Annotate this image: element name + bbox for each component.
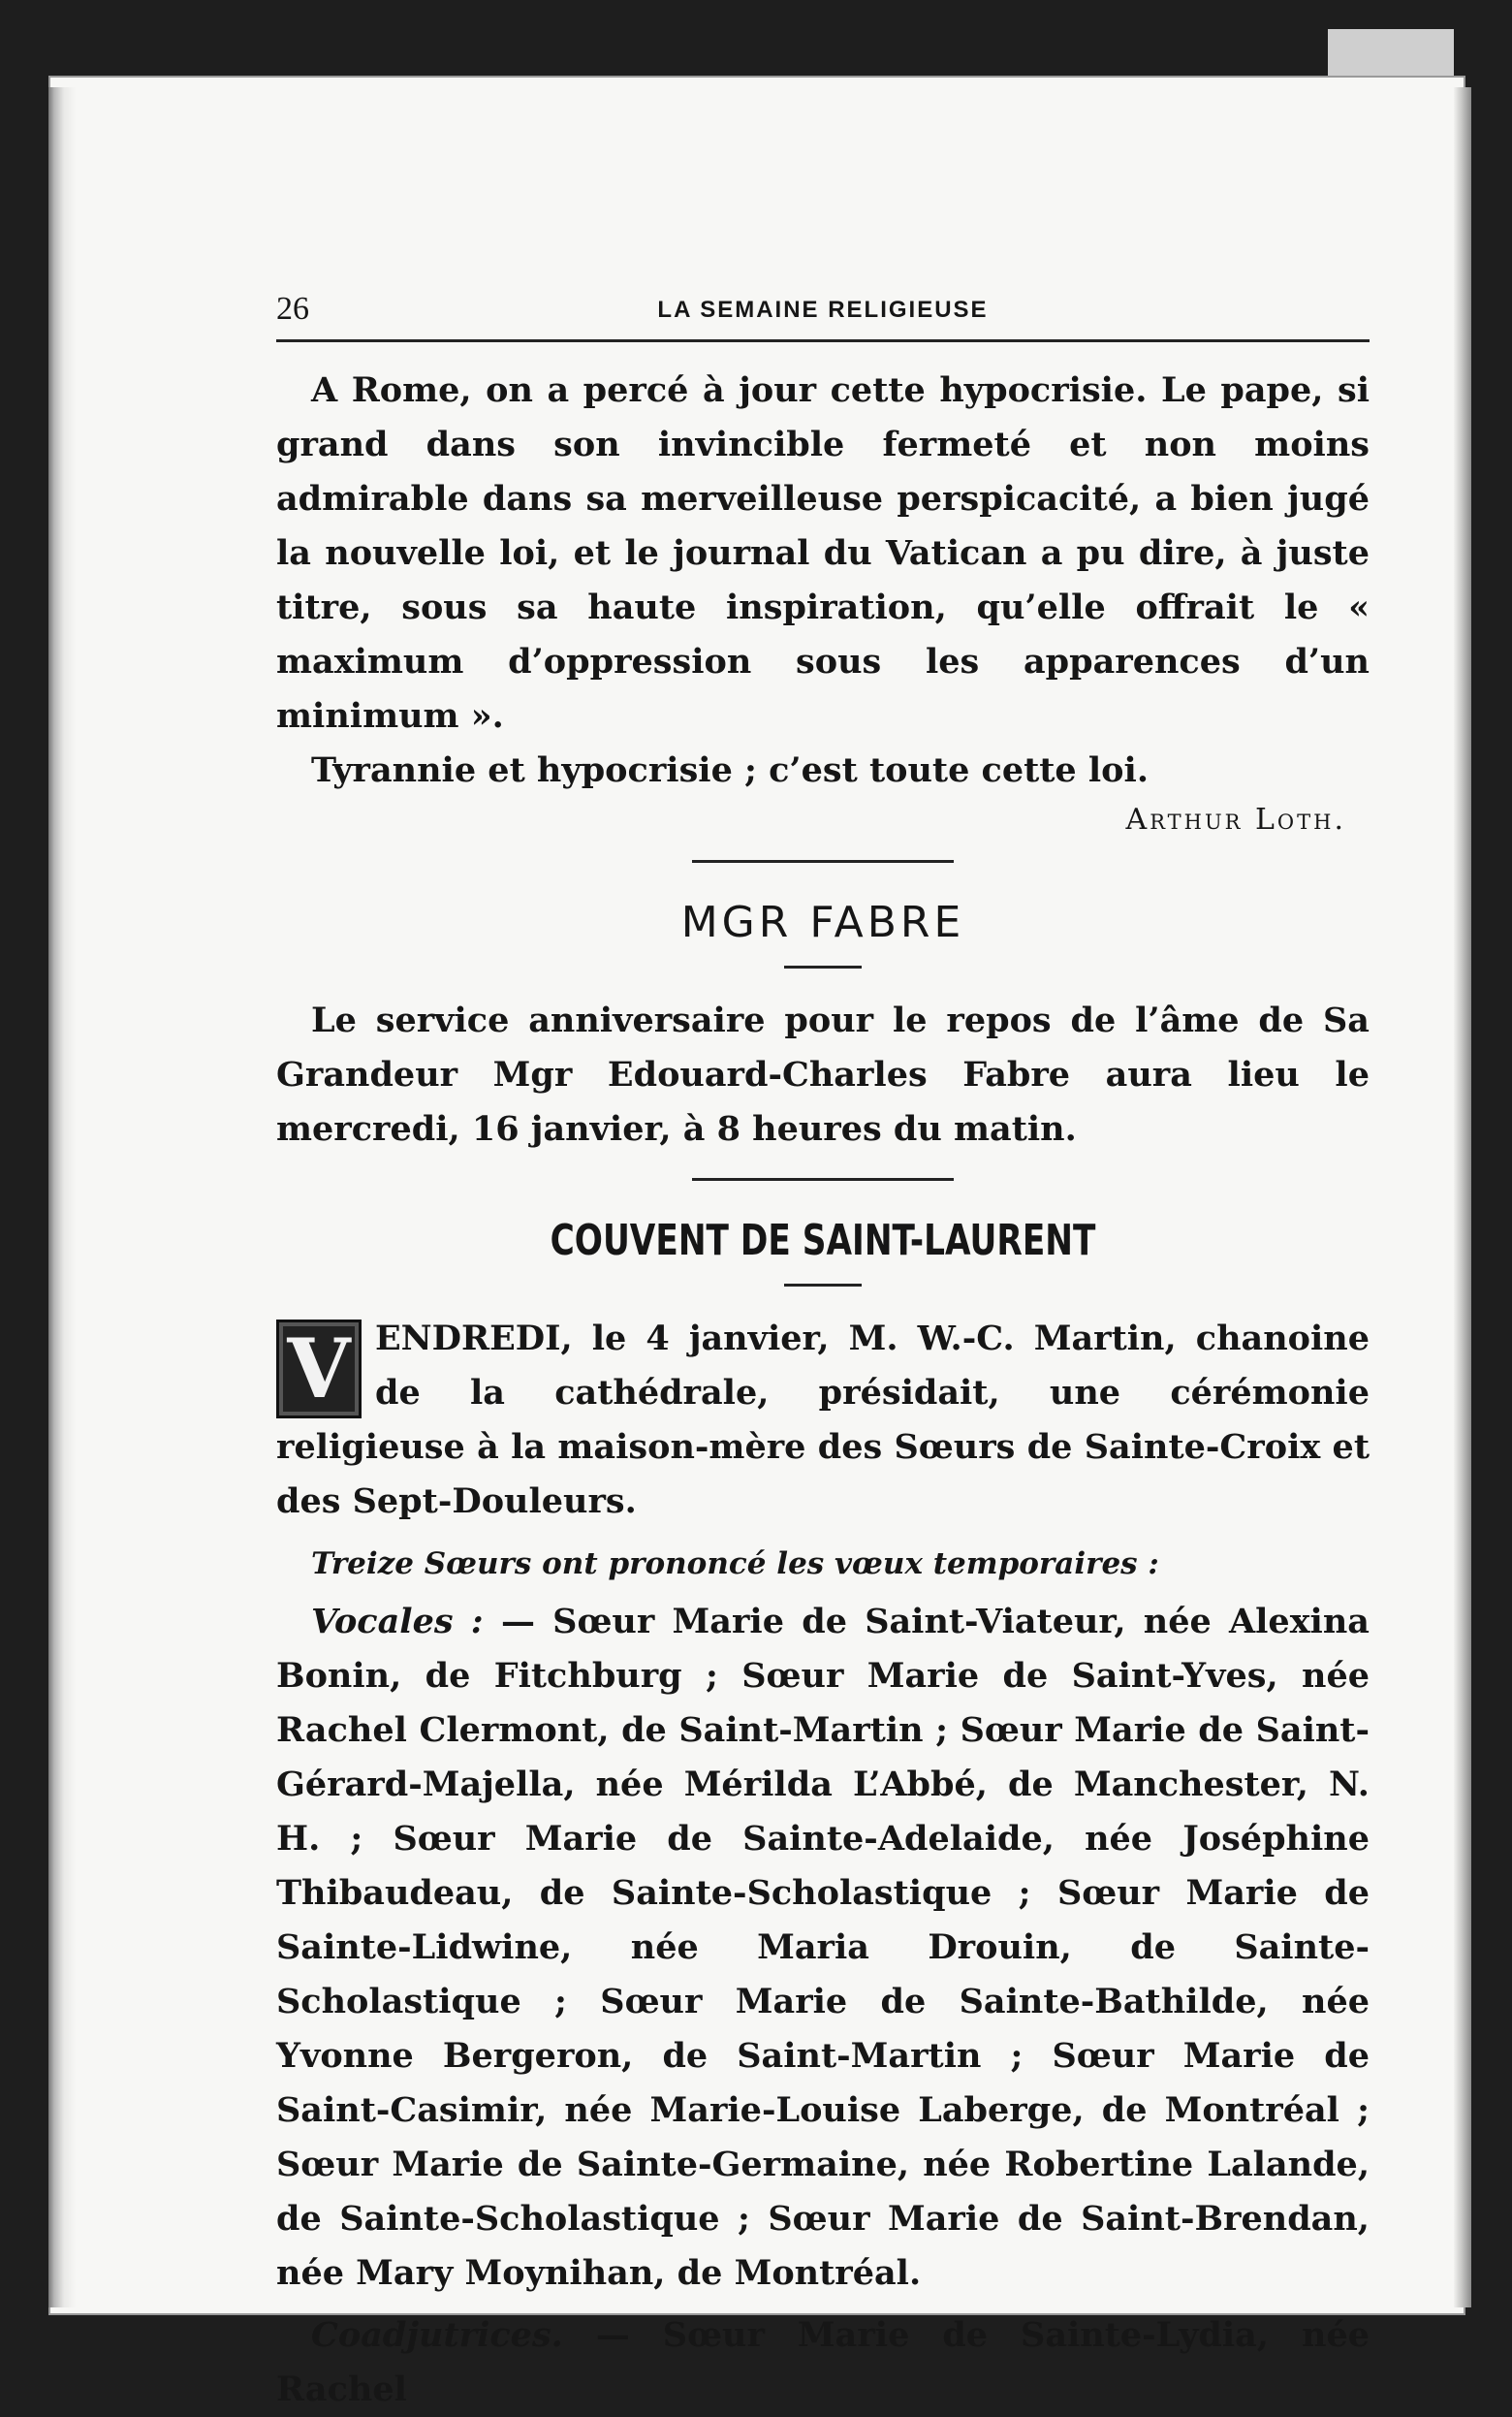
journal-title: LA SEMAINE RELIGIEUSE — [657, 297, 989, 323]
intro-text: ENDREDI, le 4 janvier, M. W.-C. Martin, chanoine de la cathédrale, présidait, une cérémonie religieuse à la maison-mère des Sœurs de Sainte-Croix et des Sept-Douleurs. — [276, 1319, 1370, 1521]
article1-paragraph1: A Rome, on a percé à jour cette hypocrisie. Le pape, si grand dans son invincible fermeté et non moins admirable dans sa merveilleuse perspicacité, a bien jugé la nouvelle loi, et le journal du Vatican a pu dire, à juste titre, sous sa haute inspiration, qu’elle offrait le « maximum d’oppression sous les apparences d’un minimum ». — [276, 370, 1370, 736]
vocales-text: — Sœur Marie de Saint-Viateur, née Alexina Bonin, de Fitchburg ; Sœur Marie de Saint-Yves, née Rachel Clermont, de Saint-Martin ; Sœur Marie de Saint-Gérard-Majella, née Mérilda L’Abbé, de Manchester, N. H. ; Sœur Marie de Sainte-Adelaide, née Joséphine Thibaudeau, de Sainte-Scholastique ; Sœur Marie de Sainte-Lidwine, née Maria Drouin, de Sainte-Scholastique ; Sœur Marie de Sainte-Bathilde, née Yvonne Bergeron, de Saint-Martin ; Sœur Marie de Saint-Casimir, née Marie-Louise Laberge, de Montréal ; Sœur Marie de Sainte-Germaine, née Robertine Lalande, de Sainte-Scholastique ; Sœur Marie de Saint-Brendan, née Mary Moynihan, de Montréal. — [276, 1602, 1370, 2293]
page-number: 26 — [276, 291, 309, 327]
heading-rule — [784, 966, 862, 969]
vows-subheading: Treize Sœurs ont prononcé les vœux temporaires : — [311, 1546, 1159, 1581]
mgr-fabre-heading: MGR FABRE — [680, 898, 965, 947]
page-outer-edge — [1454, 87, 1471, 2307]
heading-rule — [784, 1284, 862, 1287]
author-signature: Arthur Loth. — [1125, 803, 1346, 837]
couvent-intro — [276, 1312, 1370, 1529]
mgr-fabre-paragraph: Le service anniversaire pour le repos de l’âme de Sa Grandeur Mgr Edouard-Charles Fabre aura lieu le mercredi, 16 janvier, à 8 heures du matin. — [276, 1001, 1370, 1149]
coadjutrices-paragraph — [276, 2308, 1370, 2417]
couvent-heading: COUVENT DE SAINT-LAURENT — [550, 1216, 1096, 1265]
drop-cap-v: V — [276, 1320, 362, 1418]
coadjutrices-label: Coadjutrices. — [311, 2315, 563, 2355]
page-binding-edge — [48, 87, 76, 2307]
vocales-label: Vocales : — [311, 1602, 484, 1641]
vocales-paragraph — [276, 1595, 1370, 2301]
section-divider — [692, 860, 954, 863]
page-content — [276, 281, 1370, 2417]
article1-paragraph2: Tyrannie et hypocrisie ; c’est toute cette loi. — [311, 750, 1150, 790]
coadjutrices-text: — Sœur Marie de Sainte-Lydia, née Rachel — [276, 2315, 1370, 2409]
section-divider — [692, 1178, 954, 1181]
running-head — [276, 281, 1370, 342]
scan-tab — [1328, 29, 1454, 82]
